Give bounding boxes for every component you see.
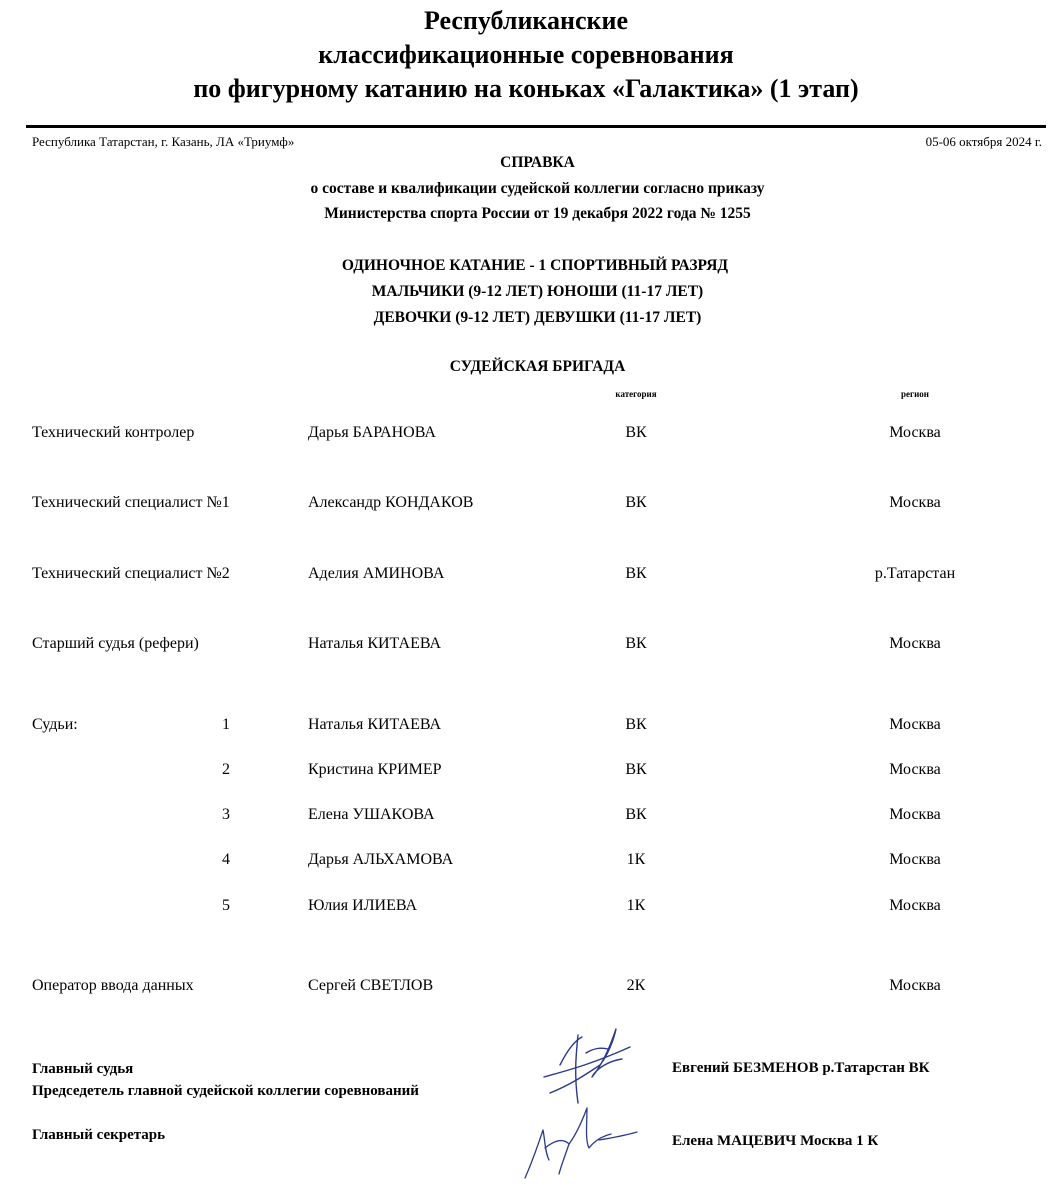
certificate-line-1: о составе и квалификации судейской коллегии согласно приказу	[310, 180, 765, 197]
operator-region: Москва	[889, 977, 941, 994]
column-header-region: регион	[901, 389, 929, 399]
official-name: Наталья КИТАЕВА	[308, 635, 442, 652]
title-line-2: классификационные соревнования	[318, 40, 734, 69]
judges-label: Судьи:	[32, 716, 78, 733]
judge-number: 2	[222, 761, 230, 778]
judge-category: ВК	[625, 761, 647, 778]
title-line-3: по фигурному катанию на коньках «Галактика» (1 этап)	[193, 74, 859, 103]
official-region: р.Татарстан	[874, 565, 956, 582]
judge-number: 5	[222, 897, 230, 914]
title-line-1: Республиканские	[423, 6, 629, 35]
judge-name: Дарья АЛЬХАМОВА	[308, 851, 454, 868]
chief-judge-label: Главный судья	[32, 1061, 134, 1077]
official-region: Москва	[889, 635, 941, 652]
event-line-2: МАЛЬЧИКИ (9-12 ЛЕТ) ЮНОШИ (11-17 ЛЕТ)	[371, 283, 704, 300]
official-name: Александр КОНДАКОВ	[308, 494, 474, 511]
chairman-label: Председетель главной судейской коллегии соревнований	[32, 1083, 419, 1099]
official-region: Москва	[889, 424, 941, 441]
judge-category: 1К	[626, 897, 646, 914]
judge-number: 1	[222, 716, 230, 733]
operator-name: Сергей СВЕТЛОВ	[308, 977, 434, 994]
official-category: ВК	[625, 635, 647, 652]
secretary-name: Елена МАЦЕВИЧ Москва 1 К	[672, 1133, 879, 1149]
official-category: ВК	[625, 494, 647, 511]
official-region: Москва	[889, 494, 941, 511]
judge-category: 1К	[626, 851, 646, 868]
location: Республика Татарстан, г. Казань, ЛА «Триумф»	[32, 134, 295, 149]
official-role: Технический контролер	[32, 424, 195, 441]
official-role: Технический специалист №1	[32, 494, 230, 511]
event-line-3: ДЕВОЧКИ (9-12 ЛЕТ) ДЕВУШКИ (11-17 ЛЕТ)	[373, 309, 702, 326]
judge-number: 3	[222, 806, 230, 823]
judge-name: Елена УШАКОВА	[308, 806, 435, 823]
judge-region: Москва	[889, 761, 941, 778]
official-role: Старший судья (рефери)	[32, 635, 199, 652]
chief-judge-signature	[530, 1025, 650, 1110]
judge-region: Москва	[889, 806, 941, 823]
official-name: Аделия АМИНОВА	[308, 565, 445, 582]
judge-name: Наталья КИТАЕВА	[308, 716, 442, 733]
chief-judge-name: Евгений БЕЗМЕНОВ р.Татарстан ВК	[672, 1060, 930, 1076]
operator-role: Оператор ввода данных	[32, 977, 194, 994]
judge-category: ВК	[625, 806, 647, 823]
judge-region: Москва	[889, 897, 941, 914]
judge-name: Кристина КРИМЕР	[308, 761, 442, 778]
judge-category: ВК	[625, 716, 647, 733]
secretary-label: Главный секретарь	[32, 1127, 166, 1143]
event-line-1: ОДИНОЧНОЕ КАТАНИЕ - 1 СПОРТИВНЫЙ РАЗРЯД	[341, 257, 729, 274]
judge-name: Юлия ИЛИЕВА	[308, 897, 418, 914]
official-category: ВК	[625, 424, 647, 441]
judge-region: Москва	[889, 716, 941, 733]
judge-number: 4	[222, 851, 230, 868]
certificate-line-2: Министерства спорта России от 19 декабря 2022 года № 1255	[324, 205, 751, 222]
operator-category: 2К	[626, 977, 646, 994]
dates: 05-06 октября 2024 г.	[925, 134, 1042, 149]
panel-title: СУДЕЙСКАЯ БРИГАДА	[449, 358, 626, 375]
official-name: Дарья БАРАНОВА	[308, 424, 436, 441]
official-category: ВК	[625, 565, 647, 582]
certificate-title: СПРАВКА	[500, 154, 575, 171]
judge-region: Москва	[889, 851, 941, 868]
column-header-category: категория	[615, 389, 657, 399]
official-role: Технический специалист №2	[32, 565, 230, 582]
secretary-signature	[515, 1100, 645, 1185]
header-divider	[26, 125, 1046, 128]
